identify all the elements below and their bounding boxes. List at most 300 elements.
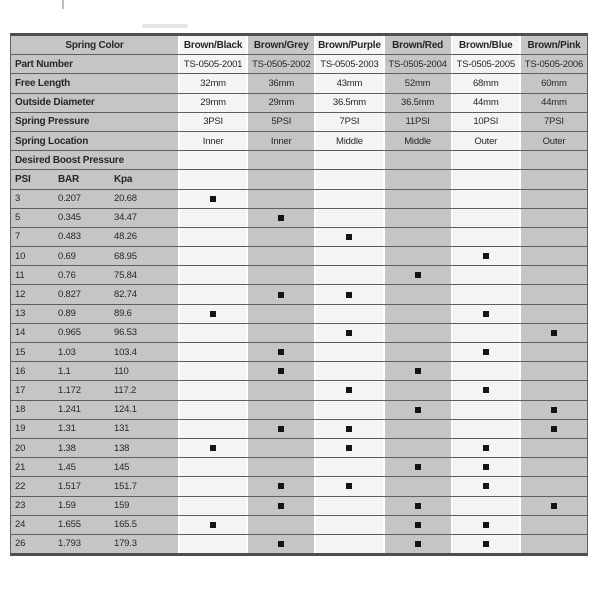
spring-match-cell bbox=[180, 285, 246, 303]
section-label-cell bbox=[11, 151, 178, 169]
spring-match-cell bbox=[453, 535, 519, 553]
bar-value: 1.241 bbox=[58, 404, 81, 416]
psi-value: 19 bbox=[15, 423, 26, 435]
empty-cell bbox=[316, 170, 382, 188]
spring-match-cell bbox=[521, 439, 587, 457]
spring-marker-icon bbox=[483, 445, 489, 451]
kpa-value: 103.4 bbox=[114, 346, 137, 358]
spec-value: 3PSI bbox=[203, 116, 223, 128]
spring-match-cell bbox=[385, 497, 451, 515]
spring-match-cell bbox=[180, 228, 246, 246]
spring-match-cell bbox=[385, 458, 451, 476]
spec-value-cell bbox=[385, 113, 451, 131]
spec-row-label: Free Length bbox=[15, 77, 71, 89]
spring-match-cell bbox=[521, 324, 587, 342]
bar-value: 0.345 bbox=[58, 212, 81, 224]
spec-value-cell bbox=[453, 74, 519, 92]
spec-value-cell bbox=[521, 132, 587, 150]
boost-row bbox=[11, 190, 587, 209]
spec-value-cell bbox=[180, 132, 246, 150]
boost-row bbox=[11, 362, 587, 381]
kpa-value: 82.74 bbox=[114, 289, 137, 301]
boost-values-cell bbox=[11, 535, 178, 553]
kpa-value: 165.5 bbox=[114, 519, 137, 531]
column-header-label: Brown/Pink bbox=[527, 39, 581, 51]
bar-value: 1.45 bbox=[58, 461, 76, 473]
spring-marker-icon bbox=[415, 464, 421, 470]
spec-value-cell bbox=[316, 94, 382, 112]
bar-value: 1.59 bbox=[58, 500, 76, 512]
spec-value: 29mm bbox=[268, 97, 295, 109]
unit-header-cell bbox=[11, 170, 178, 188]
spring-match-cell bbox=[521, 477, 587, 495]
psi-value: 18 bbox=[15, 404, 26, 416]
kpa-value: 110 bbox=[114, 365, 129, 377]
spring-marker-icon bbox=[483, 541, 489, 547]
spec-value: 60mm bbox=[541, 77, 567, 89]
section-label: Desired Boost Pressure bbox=[15, 154, 124, 166]
bar-value: 1.655 bbox=[58, 519, 81, 531]
spring-match-cell bbox=[316, 266, 382, 284]
spring-match-cell bbox=[385, 190, 451, 208]
spec-value-cell bbox=[453, 113, 519, 131]
spring-marker-icon bbox=[551, 503, 557, 509]
spring-marker-icon bbox=[415, 522, 421, 528]
spring-match-cell bbox=[453, 401, 519, 419]
bar-value: 0.965 bbox=[58, 327, 81, 339]
spring-marker-icon bbox=[346, 445, 352, 451]
spec-row-label-cell bbox=[11, 113, 178, 131]
spec-row bbox=[11, 94, 587, 113]
bar-value: 0.207 bbox=[58, 193, 81, 205]
spec-row-label-cell bbox=[11, 132, 178, 150]
spring-marker-icon bbox=[415, 272, 421, 278]
spec-value-cell bbox=[180, 113, 246, 131]
psi-value: 12 bbox=[15, 289, 26, 301]
psi-value: 16 bbox=[15, 365, 26, 377]
boost-values-cell bbox=[11, 458, 178, 476]
spec-value: 32mm bbox=[200, 77, 226, 89]
spec-value-cell bbox=[521, 55, 587, 73]
psi-value: 21 bbox=[15, 461, 26, 473]
spring-marker-icon bbox=[415, 407, 421, 413]
spring-match-cell bbox=[385, 247, 451, 265]
spring-match-cell bbox=[385, 535, 451, 553]
boost-row bbox=[11, 497, 587, 516]
spring-match-cell bbox=[453, 516, 519, 534]
boost-values-cell bbox=[11, 305, 178, 323]
spec-value-cell bbox=[385, 55, 451, 73]
spec-value: 7PSI bbox=[339, 116, 360, 128]
spec-row-label-cell bbox=[11, 94, 178, 112]
column-header-label: Brown/Black bbox=[183, 39, 243, 51]
spring-match-cell bbox=[180, 458, 246, 476]
spec-value: Outer bbox=[474, 135, 498, 147]
spring-match-cell bbox=[521, 266, 587, 284]
spring-match-cell bbox=[180, 209, 246, 227]
spring-match-cell bbox=[453, 266, 519, 284]
corner-header-label: Spring Color bbox=[65, 39, 124, 51]
spring-match-cell bbox=[316, 458, 382, 476]
spring-match-cell bbox=[521, 420, 587, 438]
spec-value: 36.5mm bbox=[332, 97, 366, 109]
boost-values-cell bbox=[11, 247, 178, 265]
spring-match-cell bbox=[248, 497, 314, 515]
empty-cell bbox=[248, 170, 314, 188]
spec-value-cell bbox=[248, 113, 314, 131]
spring-match-cell bbox=[180, 362, 246, 380]
boost-values-cell bbox=[11, 285, 178, 303]
spring-match-cell bbox=[248, 516, 314, 534]
boost-values-cell bbox=[11, 381, 178, 399]
psi-value: 3 bbox=[15, 193, 21, 205]
spring-match-cell bbox=[316, 516, 382, 534]
spec-value: TS-0505-2004 bbox=[388, 58, 447, 70]
spring-match-cell bbox=[316, 285, 382, 303]
spec-row bbox=[11, 74, 587, 93]
unit-header-bar: BAR bbox=[58, 173, 80, 185]
spring-match-cell bbox=[453, 497, 519, 515]
spec-value: 36.5mm bbox=[401, 97, 435, 109]
spring-match-cell bbox=[521, 190, 587, 208]
spring-marker-icon bbox=[278, 541, 284, 547]
spring-match-cell bbox=[248, 381, 314, 399]
spring-marker-icon bbox=[483, 311, 489, 317]
spring-marker-icon bbox=[210, 522, 216, 528]
spec-value: 10PSI bbox=[473, 116, 499, 128]
spring-match-cell bbox=[316, 401, 382, 419]
spring-marker-icon bbox=[346, 387, 352, 393]
bar-value: 1.38 bbox=[58, 442, 76, 454]
spring-match-cell bbox=[521, 381, 587, 399]
boost-row bbox=[11, 401, 587, 420]
spring-marker-icon bbox=[346, 292, 352, 298]
spring-marker-icon bbox=[551, 426, 557, 432]
boost-values-cell bbox=[11, 343, 178, 361]
spring-match-cell bbox=[385, 477, 451, 495]
psi-value: 20 bbox=[15, 442, 26, 454]
spring-match-cell bbox=[385, 381, 451, 399]
empty-cell bbox=[385, 151, 451, 169]
psi-value: 14 bbox=[15, 327, 26, 339]
spec-value-cell bbox=[521, 74, 587, 92]
kpa-value: 68.95 bbox=[114, 250, 137, 262]
spec-value-cell bbox=[316, 74, 382, 92]
spring-match-cell bbox=[453, 439, 519, 457]
kpa-value: 75.84 bbox=[114, 269, 137, 281]
psi-value: 7 bbox=[15, 231, 21, 243]
spec-value-cell bbox=[316, 55, 382, 73]
spring-marker-icon bbox=[483, 464, 489, 470]
corner-header-cell bbox=[11, 36, 178, 54]
spring-match-cell bbox=[385, 285, 451, 303]
kpa-value: 89.6 bbox=[114, 308, 132, 320]
spring-marker-icon bbox=[483, 349, 489, 355]
boost-values-cell bbox=[11, 439, 178, 457]
spring-match-cell bbox=[453, 324, 519, 342]
empty-cell bbox=[385, 170, 451, 188]
wastegate-spring-chart-table bbox=[10, 33, 588, 556]
spring-match-cell bbox=[385, 343, 451, 361]
spring-match-cell bbox=[453, 343, 519, 361]
spring-match-cell bbox=[316, 362, 382, 380]
empty-cell bbox=[521, 170, 587, 188]
spec-value: 44mm bbox=[541, 97, 567, 109]
spec-value-cell bbox=[316, 132, 382, 150]
spec-value-cell bbox=[453, 132, 519, 150]
spec-value: TS-0505-2005 bbox=[456, 58, 515, 70]
spring-match-cell bbox=[521, 209, 587, 227]
spring-match-cell bbox=[521, 497, 587, 515]
spring-match-cell bbox=[453, 190, 519, 208]
spring-match-cell bbox=[521, 247, 587, 265]
kpa-value: 48.26 bbox=[114, 231, 137, 243]
spring-marker-icon bbox=[278, 426, 284, 432]
spring-match-cell bbox=[248, 362, 314, 380]
kpa-value: 138 bbox=[114, 442, 130, 454]
spec-row-label: Outside Diameter bbox=[15, 97, 95, 109]
unit-header-psi: PSI bbox=[15, 173, 31, 185]
spring-match-cell bbox=[316, 247, 382, 265]
spec-value-cell bbox=[180, 55, 246, 73]
bar-value: 1.793 bbox=[58, 538, 81, 550]
kpa-value: 179.3 bbox=[114, 538, 137, 550]
spring-match-cell bbox=[453, 458, 519, 476]
spring-match-cell bbox=[385, 420, 451, 438]
spring-marker-icon bbox=[346, 330, 352, 336]
spring-match-cell bbox=[316, 535, 382, 553]
boost-row bbox=[11, 439, 587, 458]
spring-marker-icon bbox=[210, 196, 216, 202]
spring-match-cell bbox=[521, 535, 587, 553]
spec-value: 43mm bbox=[336, 77, 363, 89]
scan-artifact-smudge bbox=[142, 24, 188, 28]
spring-match-cell bbox=[316, 477, 382, 495]
spec-row-label: Part Number bbox=[15, 58, 73, 70]
spec-value: TS-0505-2006 bbox=[524, 58, 584, 70]
boost-values-cell bbox=[11, 362, 178, 380]
spec-value-cell bbox=[248, 94, 314, 112]
spring-match-cell bbox=[316, 190, 382, 208]
spring-marker-icon bbox=[278, 292, 284, 298]
boost-row bbox=[11, 285, 587, 304]
spring-match-cell bbox=[316, 381, 382, 399]
empty-cell bbox=[453, 151, 519, 169]
spring-match-cell bbox=[248, 228, 314, 246]
spec-value: 7PSI bbox=[544, 116, 564, 128]
spring-match-cell bbox=[248, 535, 314, 553]
spec-value: 52mm bbox=[404, 77, 431, 89]
spring-match-cell bbox=[180, 535, 246, 553]
column-header-label: Brown/Grey bbox=[253, 39, 309, 51]
spring-marker-icon bbox=[346, 483, 352, 489]
spring-match-cell bbox=[521, 343, 587, 361]
spring-match-cell bbox=[316, 324, 382, 342]
spring-match-cell bbox=[385, 266, 451, 284]
column-header-brown-red bbox=[385, 36, 451, 54]
boost-row bbox=[11, 477, 587, 496]
psi-value: 13 bbox=[15, 308, 26, 320]
unit-header-kpa: Kpa bbox=[114, 173, 133, 185]
spec-row bbox=[11, 55, 587, 74]
spring-match-cell bbox=[316, 420, 382, 438]
bar-value: 0.483 bbox=[58, 231, 81, 243]
boost-row bbox=[11, 228, 587, 247]
psi-value: 15 bbox=[15, 346, 26, 358]
spring-match-cell bbox=[453, 381, 519, 399]
spring-marker-icon bbox=[483, 253, 489, 259]
spring-match-cell bbox=[180, 477, 246, 495]
spring-match-cell bbox=[316, 209, 382, 227]
spring-match-cell bbox=[248, 285, 314, 303]
spec-row-label: Spring Pressure bbox=[15, 116, 90, 128]
bar-value: 1.172 bbox=[58, 384, 81, 396]
spring-match-cell bbox=[248, 343, 314, 361]
spring-match-cell bbox=[248, 247, 314, 265]
spec-value-cell bbox=[453, 55, 519, 73]
spring-match-cell bbox=[316, 343, 382, 361]
kpa-value: 131 bbox=[114, 423, 130, 435]
bar-value: 1.31 bbox=[58, 423, 76, 435]
spring-match-cell bbox=[180, 516, 246, 534]
spec-value-cell bbox=[453, 94, 519, 112]
spring-marker-icon bbox=[278, 483, 284, 489]
boost-row bbox=[11, 209, 587, 228]
spring-match-cell bbox=[248, 209, 314, 227]
empty-cell bbox=[180, 151, 246, 169]
spring-match-cell bbox=[180, 266, 246, 284]
spring-match-cell bbox=[453, 362, 519, 380]
spring-match-cell bbox=[248, 324, 314, 342]
kpa-value: 124.1 bbox=[114, 404, 137, 416]
spec-value-cell bbox=[248, 55, 314, 73]
bar-value: 1.1 bbox=[58, 365, 71, 377]
spring-match-cell bbox=[453, 209, 519, 227]
spring-match-cell bbox=[385, 209, 451, 227]
spring-marker-icon bbox=[483, 483, 489, 489]
boost-row bbox=[11, 247, 587, 266]
column-header-brown-blue bbox=[453, 36, 519, 54]
section-row bbox=[11, 151, 587, 170]
spec-value: 68mm bbox=[472, 77, 499, 89]
spring-marker-icon bbox=[210, 445, 216, 451]
kpa-value: 159 bbox=[114, 500, 130, 512]
boost-values-cell bbox=[11, 324, 178, 342]
boost-row bbox=[11, 516, 587, 535]
spring-match-cell bbox=[316, 305, 382, 323]
spring-match-cell bbox=[385, 439, 451, 457]
spring-match-cell bbox=[180, 305, 246, 323]
spec-value: Middle bbox=[404, 135, 431, 147]
kpa-value: 34.47 bbox=[114, 212, 137, 224]
spec-value-cell bbox=[385, 94, 451, 112]
psi-value: 11 bbox=[15, 269, 25, 281]
spring-marker-icon bbox=[551, 330, 557, 336]
psi-value: 10 bbox=[15, 250, 26, 262]
boost-values-cell bbox=[11, 497, 178, 515]
boost-row bbox=[11, 535, 587, 553]
spring-match-cell bbox=[385, 324, 451, 342]
column-header-brown-purple bbox=[316, 36, 382, 54]
spec-value: 5PSI bbox=[271, 116, 292, 128]
psi-value: 22 bbox=[15, 480, 26, 492]
psi-value: 23 bbox=[15, 500, 26, 512]
spring-match-cell bbox=[385, 401, 451, 419]
spring-match-cell bbox=[521, 228, 587, 246]
spring-match-cell bbox=[385, 362, 451, 380]
column-header-brown-black bbox=[180, 36, 246, 54]
boost-row bbox=[11, 324, 587, 343]
spring-match-cell bbox=[248, 477, 314, 495]
spring-marker-icon bbox=[415, 503, 421, 509]
boost-row bbox=[11, 420, 587, 439]
spring-marker-icon bbox=[483, 522, 489, 528]
spec-value: TS-0505-2002 bbox=[252, 58, 311, 70]
empty-cell bbox=[180, 170, 246, 188]
spring-match-cell bbox=[180, 247, 246, 265]
spring-match-cell bbox=[521, 285, 587, 303]
kpa-value: 20.68 bbox=[114, 193, 137, 205]
kpa-value: 96.53 bbox=[114, 327, 137, 339]
spec-row-label-cell bbox=[11, 74, 178, 92]
spring-match-cell bbox=[248, 190, 314, 208]
spring-match-cell bbox=[453, 305, 519, 323]
spring-match-cell bbox=[180, 190, 246, 208]
spec-value: Outer bbox=[542, 135, 566, 147]
bar-value: 1.517 bbox=[58, 480, 81, 492]
spec-row-label: Spring Location bbox=[15, 135, 89, 147]
spring-marker-icon bbox=[278, 368, 284, 374]
psi-value: 5 bbox=[15, 212, 21, 224]
boost-values-cell bbox=[11, 516, 178, 534]
spec-value: Inner bbox=[270, 135, 292, 147]
spring-marker-icon bbox=[551, 407, 557, 413]
boost-values-cell bbox=[11, 420, 178, 438]
spec-value-cell bbox=[248, 132, 314, 150]
column-header-brown-pink bbox=[521, 36, 587, 54]
spring-match-cell bbox=[521, 305, 587, 323]
spec-value-cell bbox=[385, 132, 451, 150]
spec-row bbox=[11, 113, 587, 132]
bar-value: 0.76 bbox=[58, 269, 76, 281]
spring-match-cell bbox=[248, 420, 314, 438]
spring-marker-icon bbox=[415, 368, 421, 374]
spring-match-cell bbox=[248, 401, 314, 419]
column-header-label: Brown/Red bbox=[392, 39, 444, 51]
scan-artifact-vertical-mark bbox=[62, 0, 64, 9]
spring-match-cell bbox=[180, 497, 246, 515]
spec-value: 44mm bbox=[472, 97, 499, 109]
spring-match-cell bbox=[248, 305, 314, 323]
boost-row bbox=[11, 381, 587, 400]
spec-value-cell bbox=[385, 74, 451, 92]
kpa-value: 117.2 bbox=[114, 384, 137, 396]
bar-value: 0.827 bbox=[58, 289, 81, 301]
spring-match-cell bbox=[180, 343, 246, 361]
psi-value: 24 bbox=[15, 519, 26, 531]
spec-value: 29mm bbox=[200, 97, 226, 109]
boost-row bbox=[11, 343, 587, 362]
spec-value-cell bbox=[180, 94, 246, 112]
boost-values-cell bbox=[11, 266, 178, 284]
bar-value: 0.69 bbox=[58, 250, 76, 262]
spec-value: TS-0505-2003 bbox=[320, 58, 379, 70]
spec-row-label-cell bbox=[11, 55, 178, 73]
kpa-value: 151.7 bbox=[114, 480, 137, 492]
empty-cell bbox=[248, 151, 314, 169]
boost-row bbox=[11, 305, 587, 324]
bar-value: 1.03 bbox=[58, 346, 76, 358]
